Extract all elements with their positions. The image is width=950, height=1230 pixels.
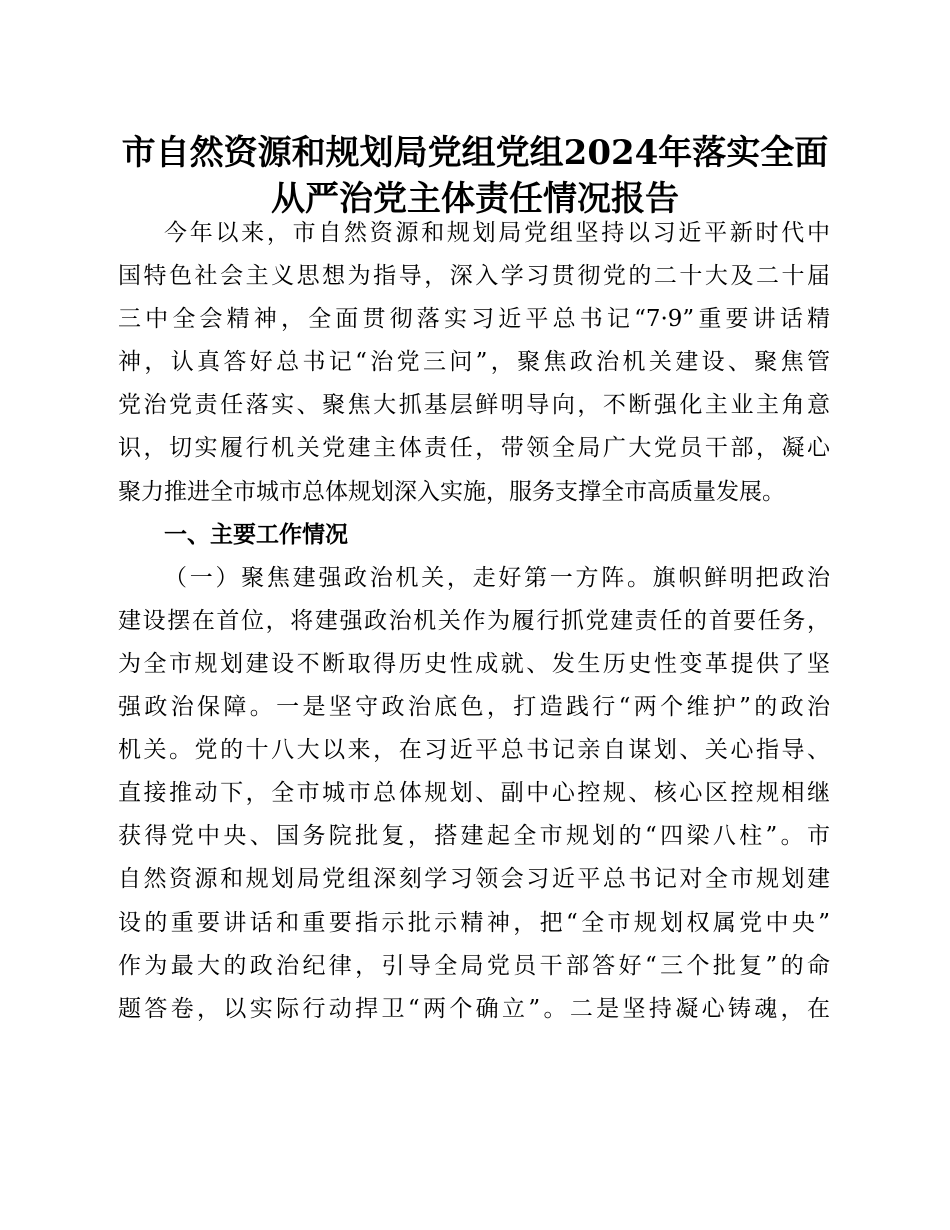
paragraph-line: 为全市规划建设不断取得历史性成就、发生历史性变革提供了坚 <box>118 650 830 677</box>
title-line-1: 市自然资源和规划局党组党组2024年落实全面 <box>121 133 829 173</box>
paragraph-line: 识，切实履行机关党建主体责任，带领全局广大党员干部，凝心 <box>118 435 830 462</box>
paragraph-line: 自然资源和规划局党组深刻学习领会习近平总书记对全市规划建 <box>118 866 830 893</box>
paragraph-line: 作为最大的政治纪律，引导全局党员干部答好“三个批复”的命 <box>118 952 830 979</box>
paragraph-line: 强政治保障。一是坚守政治底色，打造践行“两个维护”的政治 <box>118 694 830 721</box>
paragraph-line: 设的重要讲话和重要指示批示精神，把“全市规划权属党中央” <box>118 909 830 936</box>
section-heading: 一、主要工作情况 <box>164 521 348 548</box>
document-title <box>60 130 890 222</box>
document-body <box>118 212 830 1031</box>
paragraph-line: 建设摆在首位，将建强政治机关作为履行抓党建责任的首要任务， <box>118 607 830 634</box>
paragraph-line: 神，认真答好总书记“治党三问”，聚焦政治机关建设、聚焦管 <box>118 349 830 376</box>
title-line-2: 从严治党主体责任情况报告 <box>271 179 679 219</box>
paragraph-line: 聚力推进全市城市总体规划深入实施，服务支撑全市高质量发展。 <box>118 478 785 505</box>
paragraph-line: 国特色社会主义思想为指导，深入学习贯彻党的二十大及二十届 <box>118 263 830 290</box>
paragraph-line: 今年以来，市自然资源和规划局党组坚持以习近平新时代中 <box>164 220 830 246</box>
paragraph-line: （一）聚焦建强政治机关，走好第一方阵。旗帜鲜明把政治 <box>164 564 830 591</box>
paragraph-line: 获得党中央、国务院批复，搭建起全市规划的“四梁八柱”。市 <box>118 823 830 850</box>
paragraph-line: 直接推动下，全市城市总体规划、副中心控规、核心区控规相继 <box>118 780 830 807</box>
paragraph-line: 机关。党的十八大以来，在习近平总书记亲自谋划、关心指导、 <box>118 737 830 764</box>
paragraph-line: 题答卷，以实际行动捍卫“两个确立”。二是坚持凝心铸魂，在 <box>118 995 830 1022</box>
paragraph-line: 三中全会精神，全面贯彻落实习近平总书记“7·9”重要讲话精 <box>118 306 830 333</box>
paragraph-line: 党治党责任落实、聚焦大抓基层鲜明导向，不断强化主业主角意 <box>118 392 830 419</box>
